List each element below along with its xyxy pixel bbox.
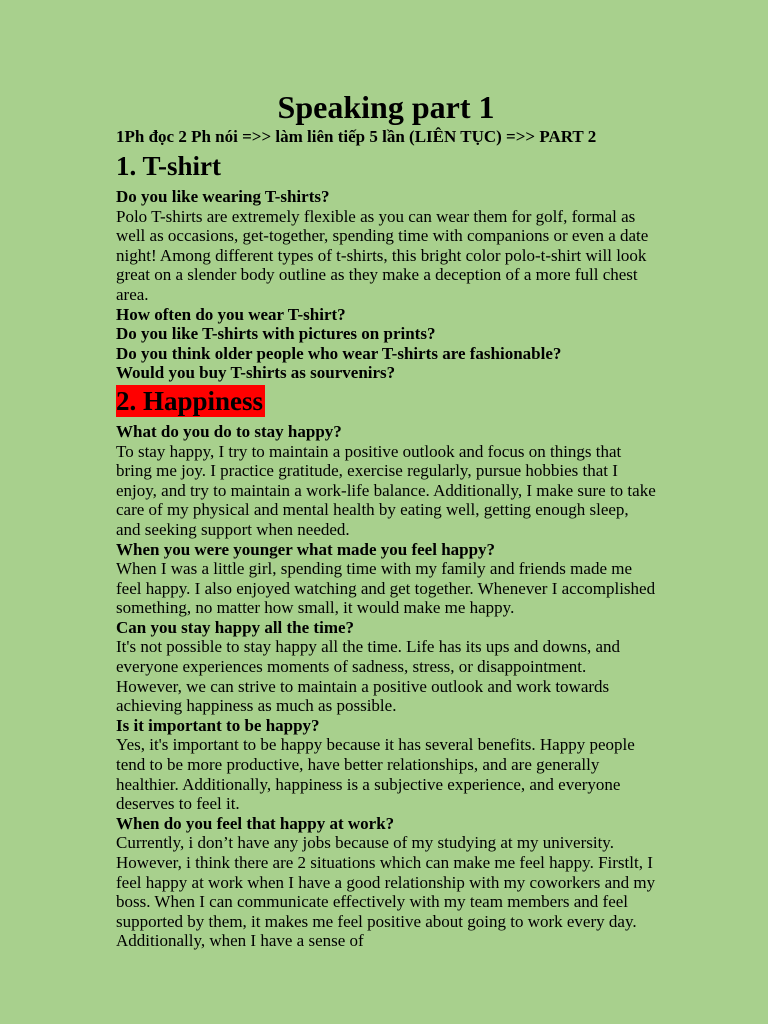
answer-text: When I was a little girl, spending time with my family and friends made me feel happy. I also enjoyed watching and get together. Whenever I accomplished something, no matter how small, it would make me happy. [116, 559, 656, 618]
question-text: When do you feel that happy at work? [116, 813, 395, 833]
question-text: Can you stay happy all the time? [116, 617, 355, 637]
question-text: What do you do to stay happy? [116, 421, 342, 441]
page-title: Speaking part 1 [277, 89, 495, 125]
document-content [116, 88, 656, 951]
question-text: Do you like wearing T-shirts? [116, 187, 330, 206]
answer-text: Polo T-shirts are extremely flexible as you can wear them for golf, formal as well as occasions, get-together, spending time with companions or even a date night! Among different types of t-shirts, this bright color polo-t-shirt will look great on a slender body outline as they make a deception of a more full chest area. [116, 206, 649, 304]
section-heading: 1. T-shirt [116, 151, 222, 181]
answer-text: It's not possible to stay happy all the time. Life has its ups and downs, and everyone experiences moments of sadness, stress, or disappointment. However, we can strive to maintain a positive outlook and work towards achieving happiness as much as possible. [116, 637, 621, 716]
question-text: Would you buy T-shirts as sourvenirs? [116, 363, 396, 383]
question-text: Do you think older people who wear T-shirts are fashionable? [116, 343, 562, 363]
page-subtitle: 1Ph đọc 2 Ph nói =>> làm liên tiếp 5 lần (LIÊN TỤC) =>> PART 2 [116, 127, 597, 146]
question-text: Do you like T-shirts with pictures on prints? [116, 324, 436, 344]
question-text: Is it important to be happy? [116, 715, 320, 735]
question-text: How often do you wear T-shirt? [116, 304, 346, 324]
section-heading: 2. Happiness [116, 385, 264, 416]
sections-container [116, 148, 656, 951]
answer-text: Currently, i don’t have any jobs because of my studying at my university. However, i think there are 2 situations which can make me feel happy. Firstlt, I feel happy at work when I have a good relationship with my coworkers and my boss. When I can communicate effectively with my team members and feel supported by them, it makes me feel positive about going to work every day. Additionally, when I have a sense of [116, 833, 656, 951]
section-heading-row [116, 383, 656, 422]
answer-text: To stay happy, I try to maintain a positive outlook and focus on things that bring me joy. I practice gratitude, exercise regularly, pursue hobbies that I enjoy, and try to maintain a work-life balance. Additionally, I make sure to take care of my physical and mental health by eating well, getting enough sleep, and seeking support when needed. [116, 441, 656, 539]
question-text: When you were younger what made you feel happy? [116, 539, 496, 559]
answer-text: Yes, it's important to be happy because it has several benefits. Happy people tend to be more productive, have better relationships, and are generally healthier. Additionally, happiness is a subjective experience, and everyone deserves to feel it. [116, 735, 635, 814]
section-heading-row [116, 148, 656, 187]
